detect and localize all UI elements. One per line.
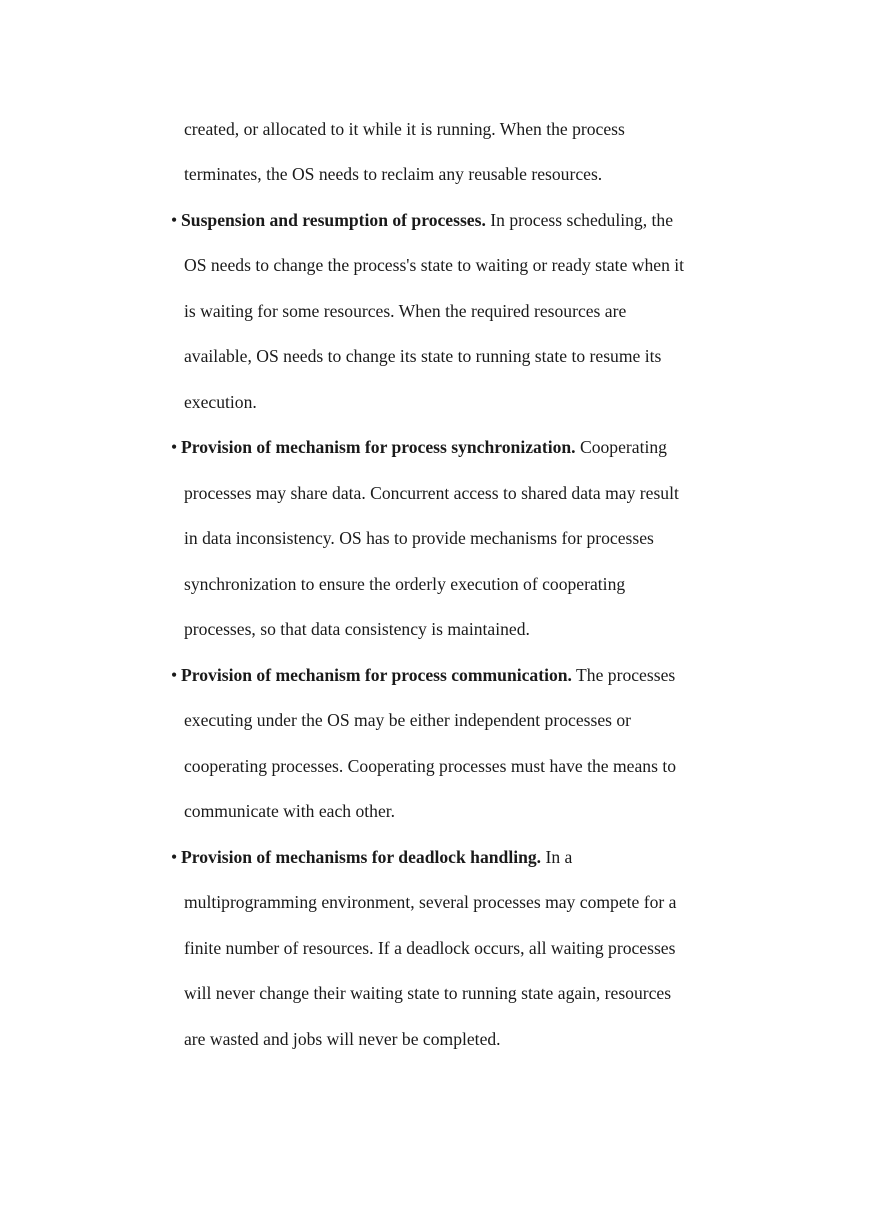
item-line: OS needs to change the process's state to waiting or ready state when it xyxy=(184,255,685,275)
item-line: multiprogramming environment, several processes may compete for a xyxy=(184,892,677,912)
bullet-icon: • xyxy=(171,665,178,685)
item-line: synchronization to ensure the orderly execution of cooperating xyxy=(184,574,626,594)
intro-line-1: created, or allocated to it while it is running. When the process xyxy=(184,119,625,139)
item-term: Provision of mechanism for process synchronization. xyxy=(181,437,576,457)
item-line: processes, so that data consistency is maintained. xyxy=(184,619,530,639)
list-item-process-synchronization xyxy=(171,437,667,457)
list-item-process-communication xyxy=(171,665,675,685)
item-line: available, OS needs to change its state to running state to resume its xyxy=(184,346,662,366)
item-line: are wasted and jobs will never be completed. xyxy=(184,1029,501,1049)
item-term: Suspension and resumption of processes. xyxy=(181,210,486,230)
item-line: executing under the OS may be either independent processes or xyxy=(184,710,632,730)
bullet-icon: • xyxy=(171,210,178,230)
list-item-deadlock-handling xyxy=(171,847,572,867)
list-item-suspension-resumption xyxy=(171,210,673,230)
intro-line-2: terminates, the OS needs to reclaim any reusable resources. xyxy=(184,164,603,184)
bullet-icon: • xyxy=(171,847,178,867)
item-text: Cooperating xyxy=(575,437,667,457)
item-line: in data inconsistency. OS has to provide mechanisms for processes xyxy=(184,528,654,548)
item-line: is waiting for some resources. When the required resources are xyxy=(184,301,627,321)
item-term: Provision of mechanism for process communication. xyxy=(181,665,572,685)
item-text: In process scheduling, the xyxy=(485,210,674,230)
item-line: will never change their waiting state to running state again, resources xyxy=(184,983,672,1003)
item-text: In a xyxy=(541,847,573,867)
item-text: The processes xyxy=(571,665,676,685)
bullet-icon: • xyxy=(171,437,178,457)
item-term: Provision of mechanisms for deadlock handling. xyxy=(181,847,542,867)
item-line: communicate with each other. xyxy=(184,801,396,821)
item-line: cooperating processes. Cooperating processes must have the means to xyxy=(184,756,676,776)
item-line: processes may share data. Concurrent access to shared data may result xyxy=(184,483,679,503)
item-line: execution. xyxy=(184,392,257,412)
item-line: finite number of resources. If a deadlock occurs, all waiting processes xyxy=(184,938,676,958)
